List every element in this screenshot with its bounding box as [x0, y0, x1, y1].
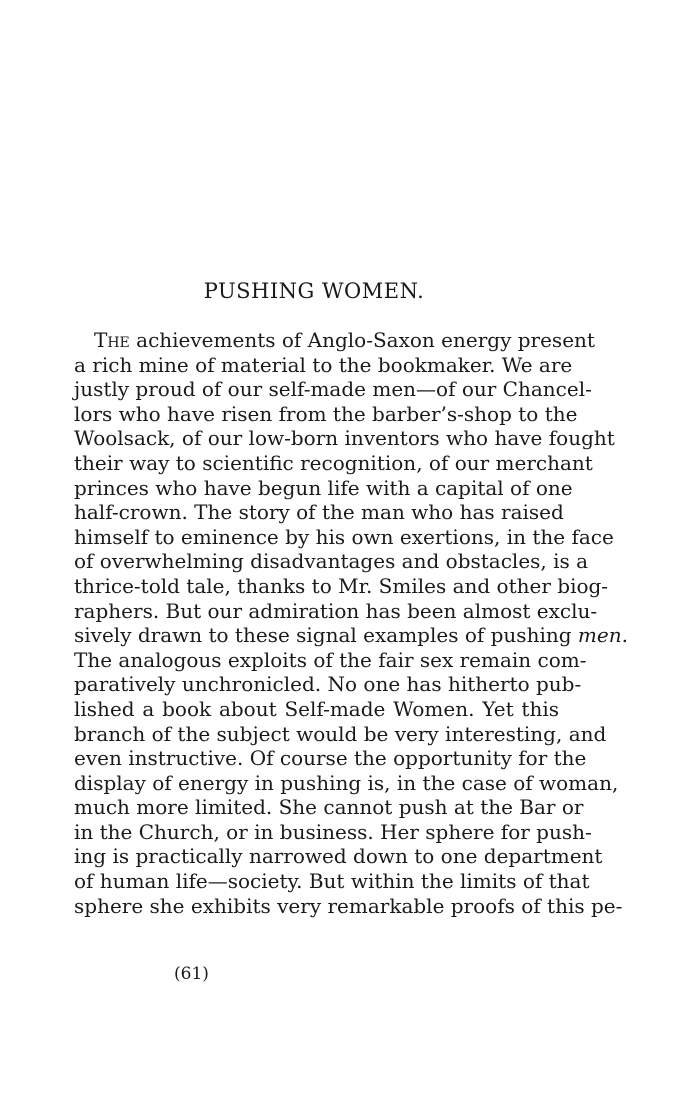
text-line: thrice-told tale, thanks to Mr. Smiles and other biog-: [74, 573, 609, 598]
text-line: lished a book about Self-made Women. Yet this: [74, 696, 559, 721]
text-line: display of energy in pushing is, in the case of woman,: [74, 770, 619, 795]
body-paragraph: [74, 328, 628, 918]
text-line: [74, 623, 628, 648]
text-line: princes who have begun life with a capital of one: [74, 475, 573, 500]
text-line: justly proud of our self-made men—of our Chancel-: [74, 377, 592, 402]
text-line: their way to scientific recognition, of our merchant: [74, 450, 593, 475]
text-line: ing is practically narrowed down to one department: [74, 844, 603, 869]
text-line: The analogous exploits of the fair sex remain com-: [74, 647, 587, 672]
text-line: in the Church, or in business. Her sphere for push-: [74, 819, 592, 844]
drop-word: The: [94, 328, 130, 352]
text-line: even instructive. Of course the opportunity for the: [74, 746, 587, 771]
text-line-start: sively drawn to these signal examples of pushing: [74, 623, 578, 648]
text-line: much more limited. She cannot push at the Bar or: [74, 795, 584, 820]
italic-word: men.: [577, 623, 628, 648]
text-line-rest: achievements of Anglo-Saxon energy present: [129, 328, 595, 352]
text-line: lors who have risen from the barber’s-shop to the: [74, 401, 578, 426]
text-line: [74, 328, 595, 353]
text-line: of human life—society. But within the limits of that: [74, 869, 590, 894]
chapter-title: PUSHING WOMEN.: [203, 279, 425, 303]
text-line: himself to eminence by his own exertions, in the face: [74, 524, 614, 549]
text-line: half-crown. The story of the man who has raised: [74, 500, 564, 525]
text-line: raphers. But our admiration has been almost exclu-: [74, 598, 598, 623]
text-line: of overwhelming disadvantages and obstacles, is a: [74, 549, 589, 574]
text-line: sphere she exhibits very remarkable proofs of this pe-: [74, 893, 623, 918]
text-line: branch of the subject would be very interesting, and: [74, 721, 607, 746]
text-line: a rich mine of material to the bookmaker. We are: [74, 352, 573, 377]
page-number: (61): [174, 964, 209, 984]
text-line: Woolsack, of our low-born inventors who have fought: [74, 426, 615, 451]
text-line: paratively unchronicled. No one has hitherto pub-: [74, 672, 582, 697]
